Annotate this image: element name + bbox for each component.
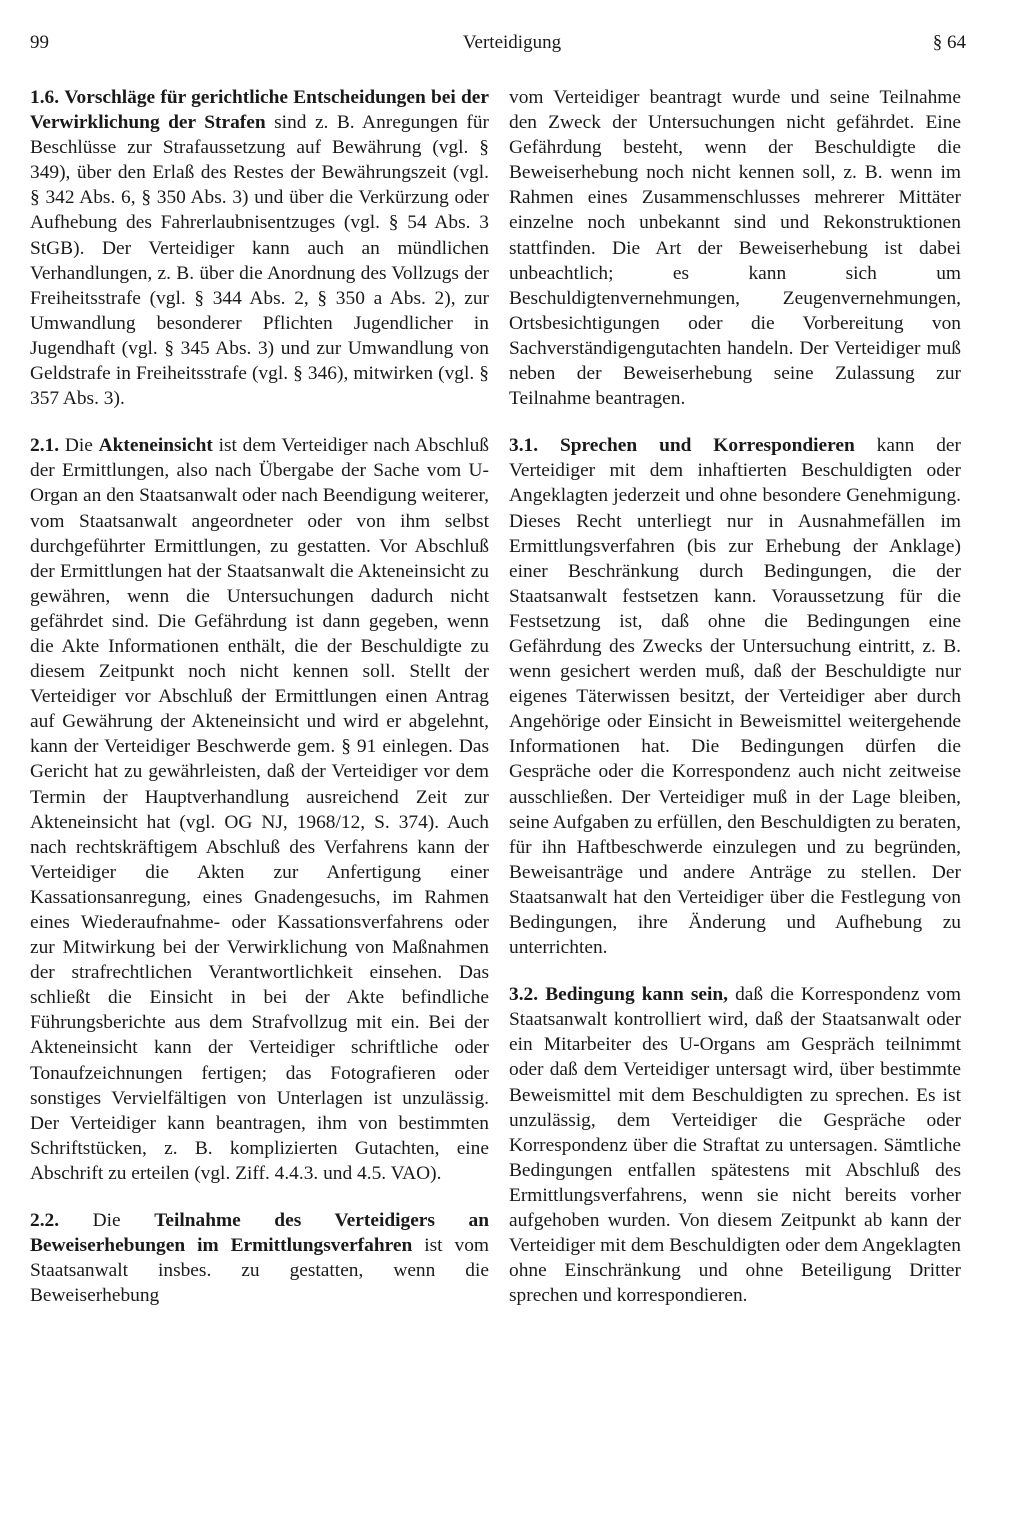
paragraph-text: ist dem Verteidiger nach Abschluß der Ermittlungen, also nach Übergabe der Sache vom U-Organ an den Staatsanwalt oder nach Beendigung weiterer, vom Staatsanwalt angeordneter oder von ihm selbst durchgeführter Ermittlungen, zu gestatten. Vor Abschluß der Ermittlungen hat der Staatsanwalt die Akteneinsicht zu gewähren, wenn die Untersuchungen dadurch nicht gefährdet sind. Die Gefährdung ist dann gegeben, wenn die Akte Informationen enthält, die der Beschuldigte zu diesem Zeitpunkt noch nicht kennen soll. Stellt der Verteidiger vor Abschluß der Ermittlungen einen Antrag auf Gewährung der Akteneinsicht und wird er abgelehnt, kann der Verteidiger Beschwerde gem. § 91 einlegen. Das Gericht hat zu gewährleisten, daß der Verteidiger vor dem Termin der Hauptverhandlung ausreichend Zeit zur Akteneinsicht hat (vgl. OG NJ, 1968/12, S. 374). Auch nach rechtskräftigem Abschluß des Verfahrens kann der Verteidiger die Akten zur Anfertigung einer Kassationsanregung, eines Gnadengesuchs, im Rahmen eines Wiederaufnahme- oder Kassationsverfahrens oder zur Mitwirkung bei der Verwirklichung von Maßnahmen der strafrechtlichen Verantwortlichkeit einsehen. Das schließt die Einsicht in bei der Akte befindliche Führungsberichte aus dem Strafvollzug mit ein. Bei der Akteneinsicht kann der Verteidiger schriftliche oder Tonaufzeichnungen fertigen; das Fotografieren oder sonstiges Vervielfältigen von Unterlagen ist unzulässig. Der Verteidiger kann beantragen, ihm von bestimmten Schriftstücken, z. B. komplizierten Gutachten, eine Abschrift zu erteilen (vgl. Ziff. 4.4.3. und 4.5. VAO). [30, 435, 489, 1184]
paragraph-text: vom Verteidiger beantragt wurde und seine Teilnahme den Zweck der Untersuchungen nicht gefährdet. Eine Gefährdung besteht, wenn der Beschuldigte die Beweiserhebung noch nicht kennen soll, z. B. wenn im Rahmen eines Zusammenschlusses mehrerer Mittäter einzelne noch unbekannt sind und Rekonstruktionen stattfinden. Die Art der Beweiserhebung ist dabei unbeachtlich; es kann sich um Beschuldigtenvernehmungen, Zeugenvernehmungen, Ortsbesichtigungen oder die Vorbereitung von Sachverständigengutachten handeln. Der Verteidiger muß neben der Beweiserhebung seine Zulassung zur Teilnahme beantragen. [509, 87, 961, 410]
paragraph-1-6 [30, 85, 489, 411]
running-title: Verteidigung [462, 32, 562, 53]
section-marker: § 64 [932, 32, 966, 53]
paragraph-heading: Teilnahme des Verteidigers an Beweiserhebungen im Ermittlungsverfahren [30, 1210, 489, 1257]
paragraph-text: sind z. B. Anregungen für Beschlüsse zur Strafaussetzung auf Bewährung (vgl. § 349), über den Erlaß des Restes der Bewährungszeit (vgl. § 342 Abs. 6, § 350 Abs. 3) und über die Verkürzung oder Aufhebung des Fahrerlaubnisentzuges (vgl. § 54 Abs. 3 StGB). Der Verteidiger kann auch an mündlichen Verhandlungen, z. B. über die Anordnung des Vollzugs der Freiheitsstrafe (vgl. § 344 Abs. 2, § 350 a Abs. 2), zur Umwandlung besonderer Pflichten Jugendlicher in Jugendhaft (vgl. § 345 Abs. 3) und zur Umwandlung von Geldstrafe in Freiheitsstrafe (vgl. § 346), mitwirken (vgl. § 357 Abs. 3). [30, 112, 489, 410]
paragraph-text: daß die Korrespondenz vom Staatsanwalt kontrolliert wird, daß der Staatsanwalt oder ein Mitarbeiter des U-Organs am Gespräch teilnimmt oder daß dem Verteidiger untersagt wird, über bestimmte Beweismittel mit dem Beschuldigten zu sprechen. Es ist unzulässig, dem Verteidiger die Gespräche oder Korrespondenz über die Straftat zu untersagen. Sämtliche Bedingungen entfallen spätestens mit Abschluß des Ermittlungsverfahrens, wenn sie nicht bereits vorher aufgehoben wurden. Von diesem Zeitpunkt ab kann der Verteidiger mit dem Beschuldigten oder dem Angeklagten ohne Einschränkung und ohne Beteiligung Dritter sprechen und korrespondieren. [509, 984, 961, 1307]
paragraph-3-2 [509, 982, 961, 1308]
paragraph-heading: Vorschläge für gerichtliche Entscheidungen bei der Verwirklichung der Strafen [30, 87, 489, 134]
paragraph-number: 3.2. [509, 984, 539, 1006]
paragraph-lead: Die [59, 435, 99, 457]
right-column [509, 85, 961, 1330]
paragraph-number: 2.2. [30, 1210, 60, 1232]
paragraph-number: 2.1. [30, 435, 60, 457]
paragraph-heading: Sprechen und Korrespondieren [559, 435, 855, 457]
paragraph-2-2 [30, 1208, 489, 1308]
left-column [30, 85, 489, 1330]
paragraph-text: ist vom Staatsanwalt insbes. zu gestatten, wenn die Beweiserhebung [30, 1235, 489, 1307]
paragraph-2-2-continued [509, 85, 961, 411]
paragraph-3-1 [509, 433, 961, 960]
paragraph-number: 1.6. [30, 87, 60, 108]
page-number: 99 [30, 32, 49, 53]
paragraph-heading: Bedingung kann sein, [545, 984, 729, 1006]
paragraph-number: 3.1. [509, 435, 539, 457]
paragraph-heading: Akteneinsicht [98, 435, 213, 457]
paragraph-2-1 [30, 433, 489, 1186]
paragraph-lead: Die [59, 1210, 155, 1232]
paragraph-text: kann der Verteidiger mit dem inhaftierten Beschuldigten oder Angeklagten jederzeit und ohne besondere Genehmigung. Dieses Recht unterliegt nur in Ausnahmefällen im Ermittlungsverfahren (bis zur Erhebung der Anklage) einer Beschränkung durch Bedingungen, die der Staatsanwalt festsetzen kann. Voraussetzung für die Festsetzung ist, daß ohne die Bedingungen eine Gefährdung des Zwecks der Untersuchung eintritt, z. B. wenn gesichert werden muß, daß der Beschuldigte nur eigenes Täterwissen besitzt, der Verteidiger aber durch Angehörige oder Einsicht in Beweismittel weitergehende Informationen hat. Die Bedingungen dürfen die Gespräche oder die Korrespondenz auch nicht zeitweise ausschließen. Der Verteidiger muß in der Lage bleiben, seine Aufgaben zu erfüllen, den Beschuldigten zu beraten, für ihn Haftbeschwerde einzulegen und zu begründen, Beweisanträge und andere Anträge zu stellen. Der Staatsanwalt hat den Verteidiger über die Festlegung von Bedingungen, ihre Änderung und Aufhebung zu unterrichten. [509, 435, 961, 959]
page-header [30, 32, 994, 62]
